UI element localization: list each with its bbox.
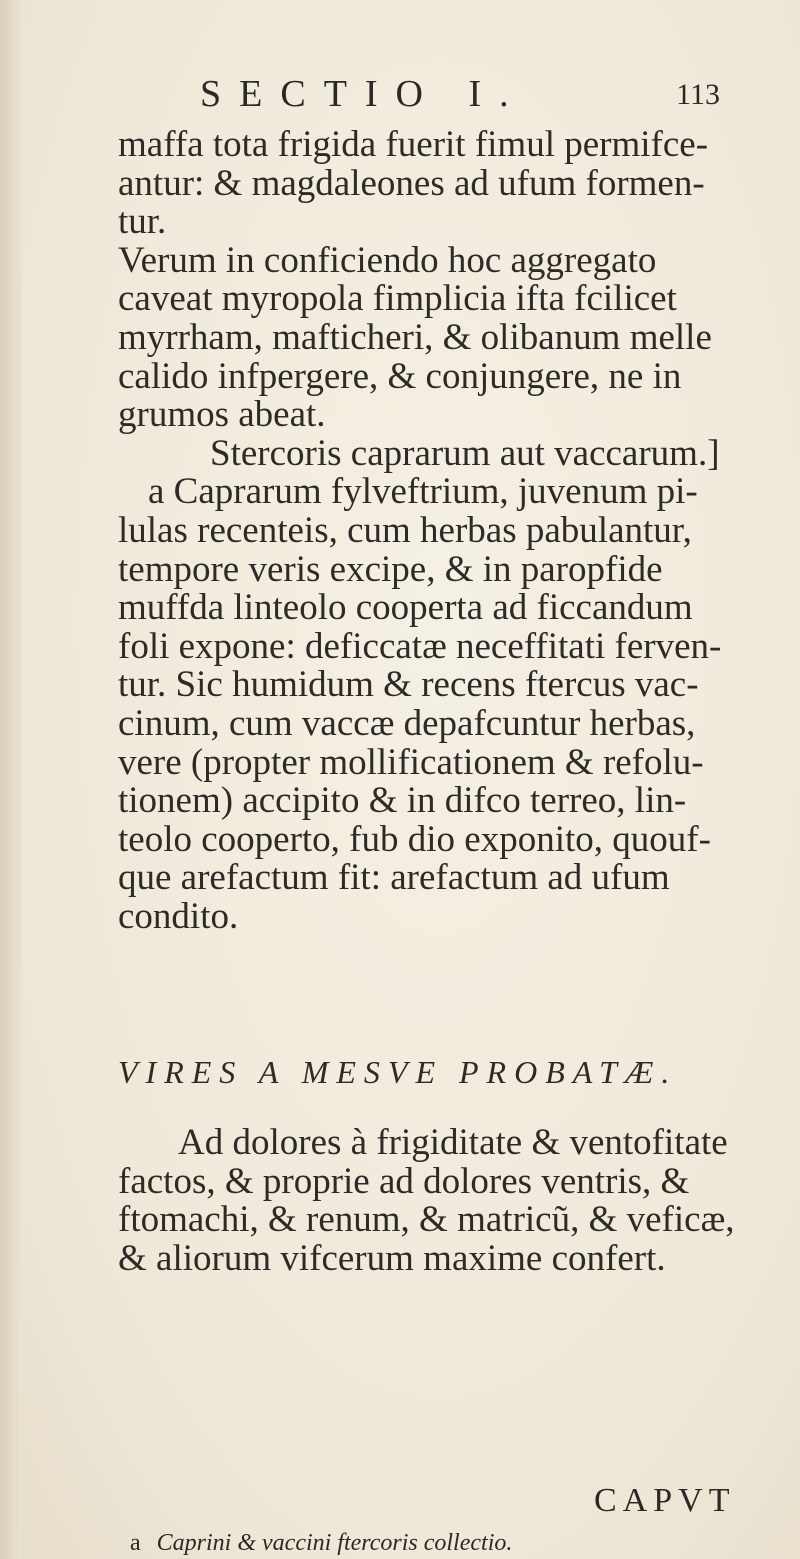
text-line: tempore veris excipe, & in paropfide: [118, 550, 663, 590]
footnote-text: Caprini & vaccini ftercoris collectio.: [156, 1530, 513, 1556]
catchword: CAPVT: [594, 1482, 736, 1519]
text-line: maffa tota frigida fuerit fimul permifce-: [118, 126, 709, 165]
text-line: tionem) accipito & in difco terreo, lin-: [118, 782, 687, 821]
text-line: ftomachi, & renum, & matricũ, & veficæ,: [118, 1201, 735, 1240]
text-line: tur.: [118, 203, 167, 242]
text-line: tur. Sic humidum & recens ftercus vac-: [118, 666, 699, 705]
page-header: [190, 72, 720, 116]
page-gutter: [0, 0, 22, 1559]
text-line: teolo cooperto, fub dio exponito, quouf-: [118, 820, 711, 860]
text-line: calido infpergere, & conjungere, ne in: [118, 357, 682, 397]
text-line: factos, & proprie ad dolores ventris, &: [118, 1162, 690, 1202]
text-line: Verum in conficiendo hoc aggregato: [118, 241, 657, 281]
text-line: antur: & magdaleones ad ufum formen-: [118, 164, 705, 204]
footnote-mark: a: [130, 1530, 141, 1556]
text-line: & aliorum vifcerum maxime confert.: [118, 1239, 666, 1279]
text-line: grumos abeat.: [118, 396, 326, 435]
text-line: caveat myropola fimplicia ifta fcilicet: [118, 280, 677, 319]
text-line: vere (propter mollificationem & refolu-: [118, 743, 704, 783]
text-line: que arefactum fit: arefactum ad ufum: [118, 859, 670, 898]
text-line: Stercoris caprarum aut vaccarum.]: [210, 434, 720, 474]
text-line: muffda linteolo cooperta ad ficcandum: [118, 589, 693, 628]
text-line: Ad dolores à frigiditate & ventofitate: [178, 1124, 728, 1163]
text-line: a Caprarum fylveftrium, juvenum pi-: [148, 473, 698, 512]
footnote: [130, 1530, 512, 1557]
text-line: foli expone: deficcatæ neceffitati ferven-: [118, 627, 722, 667]
running-head: SECTIO I.: [200, 73, 527, 115]
body-text-first: [118, 126, 760, 936]
page-number: 113: [676, 78, 720, 111]
text-line: lulas recenteis, cum herbas pabulantur,: [118, 511, 692, 551]
text-line: condito.: [118, 897, 239, 937]
section-heading: VIRES A MESVE PROBATÆ.: [118, 1054, 678, 1090]
body-text-second: [118, 1124, 760, 1278]
text-line: myrrham, mafticheri, & olibanum melle: [118, 318, 712, 358]
text-line: cinum, cum vaccæ depafcuntur herbas,: [118, 704, 696, 744]
